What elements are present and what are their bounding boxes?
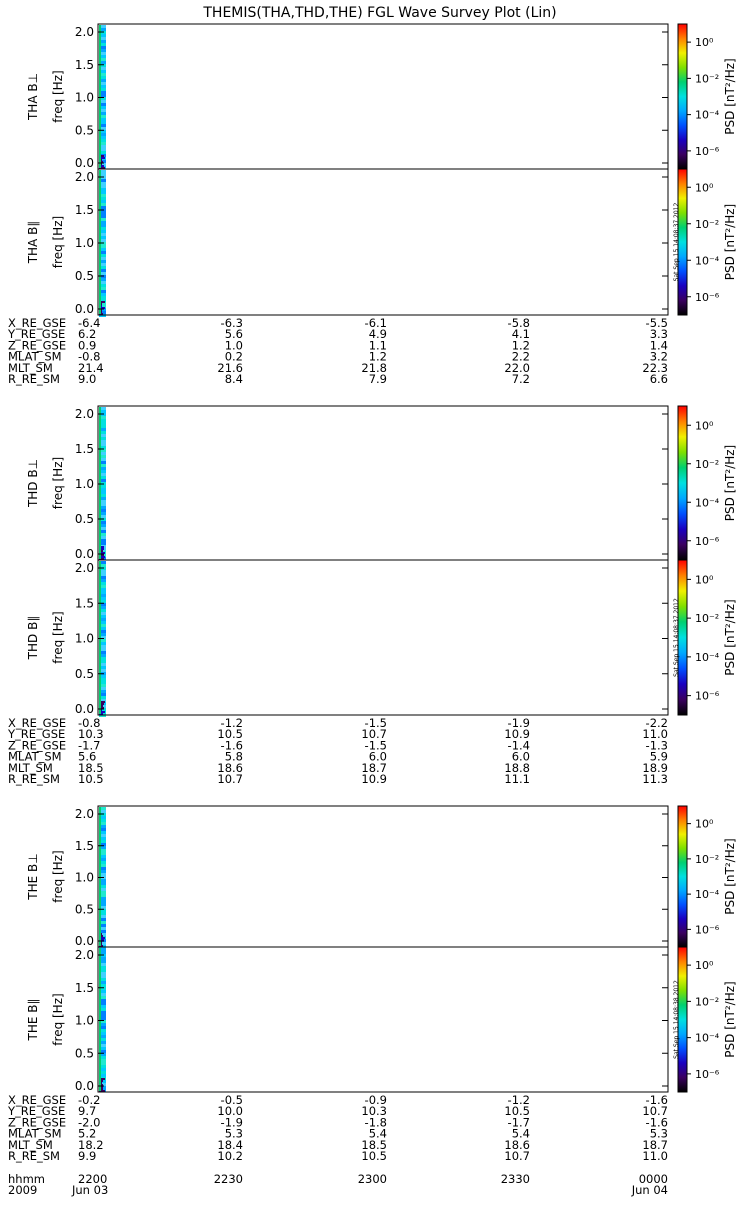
time-axis	[8, 1172, 668, 1197]
ephemeris-value: -1.7	[507, 1115, 530, 1130]
panel-frame	[98, 406, 668, 560]
ephemeris-value: 9.7	[78, 1104, 97, 1119]
ephemeris-row-label: MLT_SM	[8, 760, 53, 775]
time-tick-label: 2200	[78, 1172, 108, 1186]
y-tick-label: 2.0	[74, 948, 94, 962]
spectrogram-edge	[99, 807, 101, 946]
colorbar-label: PSD [nT²/Hz]	[723, 444, 737, 522]
ephemeris-value: 10.5	[504, 1104, 530, 1119]
y-tick-label: 2.0	[74, 807, 94, 821]
colorbar	[678, 24, 737, 169]
ephemeris-value: -1.5	[364, 738, 387, 753]
colorbar-tick-label: 10⁰	[695, 181, 714, 195]
y-tick-label: 1.5	[74, 838, 94, 853]
y-tick-label: 0.0	[74, 547, 94, 561]
colorbar-tick-label: 10⁻²	[695, 217, 720, 231]
colorbar-tick-label: 10⁻⁴	[695, 496, 720, 510]
panel-unit-label: freq [Hz]	[51, 993, 65, 1046]
colorbar-tick-label: 10⁻²	[695, 457, 720, 471]
ephemeris-row-label: Y_RE_GSE	[8, 727, 66, 742]
ephemeris-value: 5.9	[649, 749, 668, 764]
panel-frame	[98, 806, 668, 947]
ephemeris-value: 10.7	[642, 1104, 668, 1119]
ephemeris-row-label: MLT_SM	[8, 360, 53, 375]
ephemeris-value: -0.8	[78, 716, 101, 730]
panel-unit-label: freq [Hz]	[51, 456, 65, 510]
ephemeris-value: 7.9	[368, 372, 387, 386]
ephemeris-row-label: MLAT_SM	[8, 749, 62, 764]
ephemeris-value: 5.3	[224, 1126, 243, 1141]
ephemeris-value: 6.6	[649, 372, 668, 386]
colorbar	[678, 406, 737, 560]
panel-component-label: THA B∥	[26, 220, 40, 264]
ephemeris-value: 9.9	[78, 1149, 97, 1163]
colorbar	[678, 169, 737, 315]
colorbar	[678, 560, 737, 715]
spectrogram-panel	[26, 947, 737, 1093]
ephemeris-value: 4.1	[511, 327, 530, 342]
ephemeris-value: 1.1	[368, 338, 387, 353]
ephemeris-value: -6.1	[364, 316, 387, 330]
ephemeris-value: 18.7	[361, 760, 387, 775]
colorbar-tick-label: 10⁻⁴	[695, 108, 720, 122]
spectrogram-edge	[99, 407, 101, 559]
ephemeris-value: 22.3	[642, 360, 668, 375]
ephemeris-value: -5.8	[507, 316, 530, 330]
colorbar-tick-label: 10⁻²	[695, 852, 720, 866]
y-tick-label: 0.5	[74, 1046, 94, 1061]
colorbar-tick-label: 10⁻²	[695, 612, 720, 626]
ephemeris-value: 5.6	[78, 749, 97, 764]
colorbar-tick-label: 10⁻⁴	[695, 254, 720, 268]
ephemeris-value: 10.5	[217, 727, 243, 742]
ephemeris-row-label: R_RE_SM	[8, 1149, 60, 1163]
ephemeris-row-label: Y_RE_GSE	[8, 1104, 66, 1119]
ephemeris-row-label: MLAT_SM	[8, 1126, 62, 1141]
colorbar-tick-label: 10⁻⁴	[695, 650, 720, 664]
ephemeris-value: 10.5	[361, 1149, 387, 1163]
spectrogram-edge	[99, 948, 101, 1091]
time-axis-row-label: hhmm	[8, 1172, 45, 1186]
ephemeris-value: 18.9	[642, 760, 668, 775]
ephemeris-value: 8.4	[224, 372, 243, 386]
ephemeris-value: 11.0	[642, 727, 668, 742]
y-tick-label: 0.5	[74, 666, 94, 681]
ephemeris-value: 21.6	[217, 360, 243, 375]
panel-unit-label: freq [Hz]	[51, 215, 65, 269]
panel-unit-label: freq [Hz]	[51, 70, 65, 123]
colorbar-tick-label: 10⁰	[695, 573, 714, 587]
y-tick-label: 1.5	[74, 57, 94, 72]
ephemeris-value: 10.7	[217, 772, 243, 786]
ephemeris-value: 11.0	[642, 1149, 668, 1163]
ephemeris-row-label: X_RE_GSE	[8, 1093, 67, 1107]
plot-timestamp: Sat Sep 15 14:08:38 2012	[673, 980, 680, 1059]
colorbar-tick-label: 10⁰	[695, 959, 714, 973]
ephemeris-value: -2.0	[78, 1115, 101, 1130]
colorbar-tick-label: 10⁰	[695, 36, 714, 50]
y-tick-label: 1.0	[74, 90, 94, 105]
y-tick-label: 2.0	[74, 25, 94, 39]
ephemeris-value: 10.5	[78, 772, 104, 786]
ephemeris-value: 5.4	[511, 1126, 530, 1141]
ephemeris-value: 21.4	[78, 360, 104, 375]
ephemeris-value: -6.3	[220, 316, 243, 330]
ephemeris-value: 0.2	[224, 349, 243, 364]
probe-group-thd	[7, 406, 737, 786]
ephemeris-value: -1.9	[220, 1115, 243, 1130]
ephemeris-row-label: MLAT_SM	[8, 349, 62, 364]
colorbar-label: PSD [nT²/Hz]	[723, 203, 737, 281]
ephemeris-row-label: MLT_SM	[8, 1137, 53, 1152]
y-tick-label: 1.5	[74, 442, 94, 456]
colorbar-tick-label: 10⁰	[695, 817, 714, 831]
colorbar-gradient	[678, 406, 687, 560]
ephemeris-value: -1.6	[645, 1115, 668, 1130]
ephemeris-value: 1.4	[649, 338, 668, 353]
ephemeris-value: -1.2	[220, 716, 243, 730]
colorbar-tick-label: 10⁻⁴	[695, 1031, 720, 1045]
spectrogram-panel	[26, 169, 737, 317]
panel-unit-label: freq [Hz]	[51, 850, 65, 903]
ephemeris-value: -1.4	[507, 738, 530, 753]
time-tick-label: 2330	[500, 1172, 530, 1186]
ephemeris-value: 6.2	[78, 327, 97, 342]
ephemeris-value: 10.3	[361, 1104, 387, 1119]
ephemeris-value: 10.0	[217, 1104, 243, 1119]
probe-group-tha	[7, 24, 737, 386]
colorbar-tick-label: 10⁻⁶	[695, 290, 720, 304]
y-tick-label: 1.5	[74, 596, 94, 611]
spectrogram-panel	[26, 560, 737, 717]
colorbar-tick-label: 10⁰	[695, 419, 714, 433]
colorbar-tick-label: 10⁻⁶	[695, 923, 720, 937]
ephemeris-value: 18.6	[217, 760, 243, 775]
panel-component-label: THE B⊥	[26, 853, 40, 900]
ephemeris-value: 18.4	[217, 1137, 243, 1152]
ephemeris-value: -1.8	[364, 1115, 387, 1130]
colorbar-tick-label: 10⁻²	[695, 72, 720, 86]
y-tick-label: 1.5	[74, 980, 94, 995]
time-tick-label: 2300	[357, 1172, 387, 1186]
ephemeris-value: 5.2	[78, 1126, 97, 1141]
spectrogram-edge	[99, 561, 101, 714]
y-tick-label: 0.5	[74, 123, 94, 138]
colorbar-gradient	[678, 24, 687, 169]
panel-unit-label: freq [Hz]	[51, 611, 65, 664]
spectrogram-panel	[26, 406, 737, 561]
ephemeris-value: 10.2	[217, 1149, 243, 1163]
ephemeris-row-label: R_RE_SM	[8, 372, 60, 386]
ephemeris-value: 21.8	[361, 360, 387, 375]
ephemeris-value: 5.3	[649, 1126, 668, 1141]
ephemeris-value: -0.2	[78, 1093, 101, 1107]
ephemeris-value: 11.3	[642, 772, 668, 786]
colorbar	[678, 806, 737, 947]
ephemeris-value: -1.6	[220, 738, 243, 753]
colorbar-tick-label: 10⁻²	[695, 995, 720, 1009]
ephemeris-value: -0.9	[364, 1093, 387, 1107]
spectrogram-panel	[26, 806, 737, 948]
panel-frame	[98, 560, 668, 715]
ephemeris-row-label: Y_RE_GSE	[8, 327, 66, 342]
ephemeris-row-label: Z_RE_GSE	[8, 1115, 67, 1130]
y-tick-label: 2.0	[74, 407, 94, 421]
spectrogram-edge	[99, 25, 101, 168]
ephemeris-value: 1.2	[511, 338, 530, 353]
ephemeris-value: 3.3	[649, 327, 668, 342]
plot-title: THEMIS(THA,THD,THE) FGL Wave Survey Plot (Lin)	[203, 5, 557, 21]
ephemeris-row-label: X_RE_GSE	[8, 716, 67, 730]
colorbar-label: PSD [nT²/Hz]	[723, 58, 737, 135]
ephemeris-value: 6.0	[511, 749, 530, 764]
colorbar-label: PSD [nT²/Hz]	[723, 838, 737, 915]
ephemeris-value: 18.5	[78, 760, 104, 775]
panel-component-label: THD B∥	[26, 615, 40, 660]
ephemeris-value: 3.2	[649, 349, 668, 364]
time-tick-label: 2230	[213, 1172, 243, 1186]
ephemeris-value: -1.2	[507, 1093, 530, 1107]
ephemeris-value: 6.0	[368, 749, 387, 764]
colorbar-tick-label: 10⁻⁶	[695, 1067, 720, 1081]
ephemeris-value: -1.7	[78, 738, 101, 753]
ephemeris-value: 10.7	[361, 727, 387, 742]
time-axis-date: Jun 04	[631, 1183, 668, 1197]
ephemeris-value: -2.2	[645, 716, 668, 730]
ephemeris-row-label: Z_RE_GSE	[8, 338, 67, 353]
ephemeris-value: -0.5	[220, 1093, 243, 1107]
ephemeris-value: 22.0	[504, 360, 530, 375]
spectrogram-edge	[99, 170, 101, 314]
panel-frame	[98, 947, 668, 1092]
ephemeris-table	[7, 1093, 668, 1163]
panel-component-label: THE B∥	[26, 998, 40, 1041]
ephemeris-value: 10.9	[361, 772, 387, 786]
panel-component-label: THA B⊥	[26, 72, 40, 121]
y-tick-label: 1.0	[74, 870, 94, 885]
ephemeris-value: -0.8	[78, 349, 101, 364]
colorbar	[678, 947, 737, 1092]
y-tick-label: 2.0	[74, 170, 94, 184]
ephemeris-table	[7, 716, 668, 786]
colorbar-tick-label: 10⁻⁶	[695, 144, 720, 158]
ephemeris-value: 1.2	[368, 349, 387, 364]
plot-timestamp: Sat Sep 15 14:08:37 2012	[673, 202, 680, 282]
y-tick-label: 0.5	[74, 902, 94, 917]
ephemeris-value: 18.5	[361, 1137, 387, 1152]
ephemeris-value: -1.5	[364, 716, 387, 730]
ephemeris-value: 18.8	[504, 760, 530, 775]
colorbar-gradient	[678, 806, 687, 947]
probe-group-the	[7, 806, 737, 1163]
spectrogram-panel	[26, 24, 737, 170]
ephemeris-table	[7, 316, 668, 386]
colorbar-tick-label: 10⁻⁶	[695, 534, 720, 548]
y-tick-label: 0.0	[74, 302, 94, 316]
ephemeris-value: 18.6	[504, 1137, 530, 1152]
colorbar-label: PSD [nT²/Hz]	[723, 981, 737, 1058]
ephemeris-value: -6.4	[78, 316, 101, 330]
ephemeris-value: 11.1	[504, 772, 530, 786]
y-tick-label: 0.5	[74, 512, 94, 526]
panel-component-label: THD B⊥	[26, 458, 40, 508]
ephemeris-value: 5.6	[224, 327, 243, 342]
y-tick-label: 1.0	[74, 477, 94, 491]
panel-frame	[98, 24, 668, 169]
time-axis-date: Jun 03	[72, 1183, 109, 1197]
ephemeris-value: 10.9	[504, 727, 530, 742]
ephemeris-value: -1.6	[645, 1093, 668, 1107]
ephemeris-row-label: Z_RE_GSE	[8, 738, 67, 753]
ephemeris-value: -5.5	[645, 316, 668, 330]
ephemeris-value: 5.8	[224, 749, 243, 764]
ephemeris-value: 5.4	[368, 1126, 387, 1141]
colorbar-label: PSD [nT²/Hz]	[723, 599, 737, 676]
time-tick-label: 0000	[638, 1172, 668, 1186]
ephemeris-value: 18.7	[642, 1137, 668, 1152]
ephemeris-value: 9.0	[78, 372, 97, 386]
ephemeris-value: 4.9	[368, 327, 387, 342]
y-tick-label: 2.0	[74, 561, 94, 575]
ephemeris-value: 18.2	[78, 1137, 104, 1152]
y-tick-label: 1.5	[74, 203, 94, 217]
ephemeris-value: -1.3	[645, 738, 668, 753]
plot-timestamp: Sat Sep 15 14:08:37 2012	[673, 598, 680, 677]
y-tick-label: 0.5	[74, 269, 94, 283]
ephemeris-value: 1.0	[224, 338, 243, 353]
ephemeris-row-label: X_RE_GSE	[8, 316, 67, 330]
y-tick-label: 1.0	[74, 1013, 94, 1028]
y-tick-label: 0.0	[74, 702, 94, 716]
ephemeris-value: 10.7	[504, 1149, 530, 1163]
y-tick-label: 0.0	[74, 934, 94, 948]
y-tick-label: 1.0	[74, 236, 94, 250]
ephemeris-row-label: R_RE_SM	[8, 772, 60, 786]
panel-frame	[98, 169, 668, 315]
ephemeris-value: 10.3	[78, 727, 104, 742]
y-tick-label: 1.0	[74, 631, 94, 646]
ephemeris-value: 0.9	[78, 338, 97, 353]
ephemeris-value: -1.9	[507, 716, 530, 730]
y-tick-label: 0.0	[74, 156, 94, 170]
time-axis-row-label: 2009	[8, 1183, 38, 1197]
colorbar-tick-label: 10⁻⁴	[695, 888, 720, 902]
ephemeris-value: 7.2	[511, 372, 530, 386]
ephemeris-value: 2.2	[511, 349, 530, 364]
y-tick-label: 0.0	[74, 1079, 94, 1093]
colorbar-tick-label: 10⁻⁶	[695, 689, 720, 703]
